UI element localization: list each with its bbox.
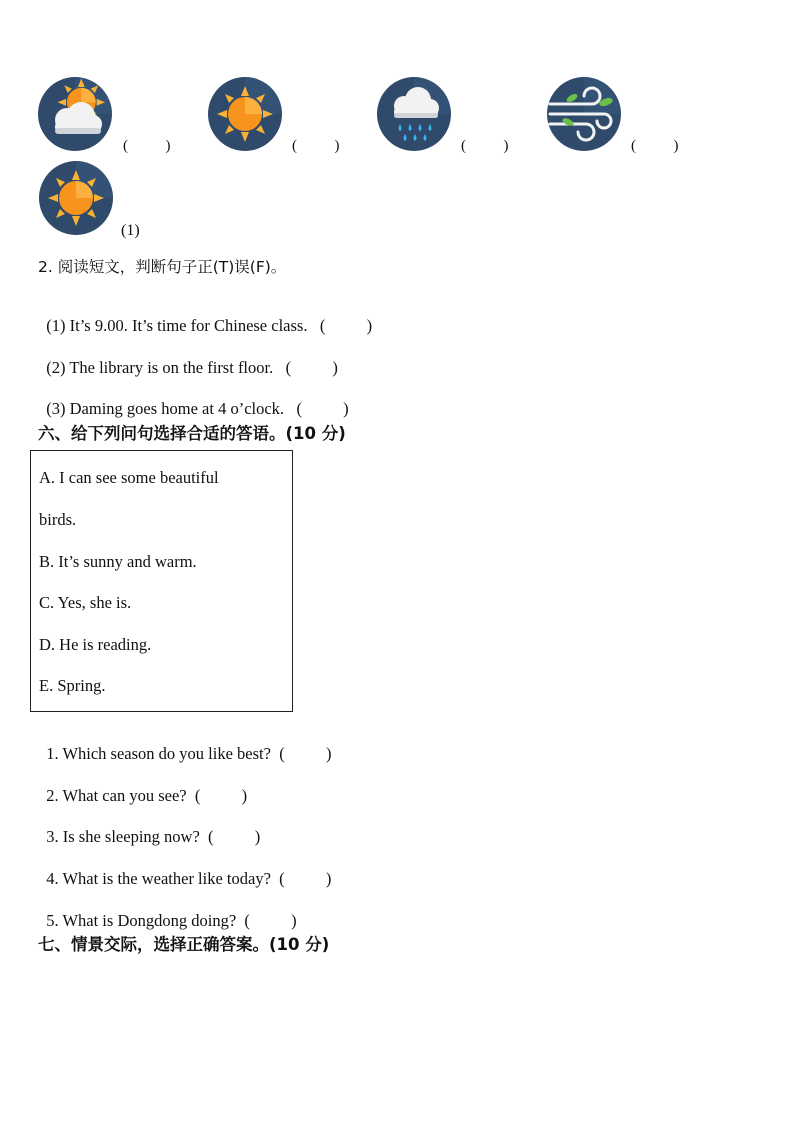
option-e: E. Spring. xyxy=(39,676,106,695)
rainy-icon xyxy=(376,76,452,152)
reading-blank-1[interactable]: ( ) xyxy=(319,316,373,335)
reading-blank-2[interactable]: ( ) xyxy=(285,358,338,377)
question-blank-4[interactable]: ( ) xyxy=(279,869,332,888)
question-blank-5[interactable]: ( ) xyxy=(244,911,297,930)
sunny-icon xyxy=(207,76,283,152)
option-a: A. I can see some beautiful xyxy=(39,468,219,487)
reading-item-1: (1) It’s 9.00. It’s time for Chinese class. ( ) xyxy=(46,316,373,335)
answer-blank-4[interactable]: ( ) xyxy=(631,138,679,154)
option-b: B. It’s sunny and warm. xyxy=(39,552,197,571)
reading-blank-3[interactable]: ( ) xyxy=(296,399,349,418)
option-a-cont: birds. xyxy=(39,510,77,529)
answer-blank-2[interactable]: ( ) xyxy=(292,138,340,154)
question-4: 4. What is the weather like today? ( ) xyxy=(46,869,332,888)
partly-cloudy-icon xyxy=(37,76,113,152)
reading-instruction: 2. 阅读短文，判断句子正(T)误(F)。 xyxy=(38,258,287,276)
windy-icon xyxy=(546,76,622,152)
option-c: C. Yes, she is. xyxy=(39,593,132,612)
section-7-title: 七、情景交际，选择正确答案。(10 分) xyxy=(38,935,330,954)
answer-blank-3[interactable]: ( ) xyxy=(461,138,509,154)
question-5: 5. What is Dongdong doing? ( ) xyxy=(46,911,297,930)
question-blank-2[interactable]: ( ) xyxy=(194,786,248,805)
section-6-title: 六、给下列问句选择合适的答语。(10 分) xyxy=(38,424,346,443)
question-2: 2. What can you see? ( ) xyxy=(46,786,248,805)
question-blank-3[interactable]: ( ) xyxy=(208,827,261,846)
option-d: D. He is reading. xyxy=(39,635,152,654)
question-3: 3. Is she sleeping now? ( ) xyxy=(46,827,261,846)
reading-item-3: (3) Daming goes home at 4 o’clock. ( ) xyxy=(46,399,349,418)
question-blank-1[interactable]: ( ) xyxy=(279,744,332,763)
question-1: 1. Which season do you like best? ( ) xyxy=(46,744,332,763)
options-box xyxy=(30,450,293,712)
reading-item-2: (2) The library is on the first floor. ( ) xyxy=(46,358,338,377)
answer-blank-1[interactable]: ( ) xyxy=(123,138,171,154)
sunny-icon xyxy=(38,160,114,236)
example-answer: (1) xyxy=(121,222,140,239)
